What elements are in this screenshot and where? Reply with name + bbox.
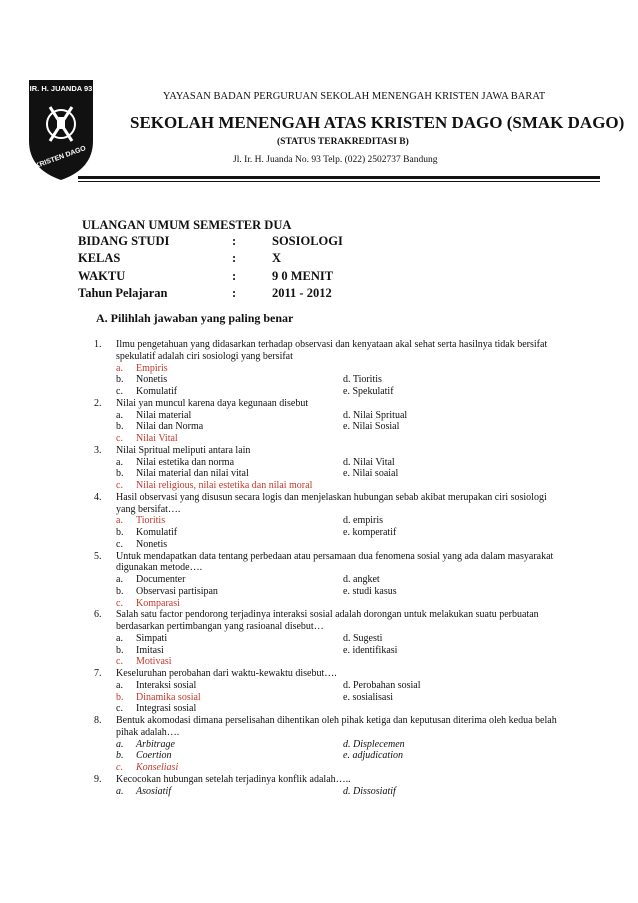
option-b: b. Nilai dan Norma [116, 421, 204, 433]
option-e: e. Nilai soaial [343, 468, 399, 480]
option-a: a. Simpati [116, 632, 168, 644]
option-c: c. Konseliasi [116, 762, 179, 773]
question-number: 2. [94, 397, 102, 409]
question-1 [94, 339, 564, 398]
info-colon: : [232, 234, 237, 248]
option-a: a. Empiris [116, 362, 168, 374]
question-number: 5. [94, 550, 102, 562]
svg-text:IR. H. JUANDA 93: IR. H. JUANDA 93 [29, 84, 93, 93]
question-stem: Bentuk akomodasi dimana perselisahan dihentikan oleh pihak ketiga dan keputusan diterima oleh kedua belah pihak adalah…. [116, 715, 557, 738]
option-b: b. Imitasi [116, 644, 164, 656]
info-colon: : [232, 268, 237, 283]
option-e: e. sosialisasi [343, 691, 393, 703]
option-e: e. Spekulatif [343, 386, 394, 397]
option-b: b. Nonetis [116, 374, 168, 386]
option-c: c. Motivasi [116, 656, 172, 668]
option-d: d. Displecemen [343, 738, 405, 750]
option-b: b. Observasi partisipan [116, 585, 218, 597]
option-c: c. Nilai religious, nilai estetika dan nilai moral [116, 480, 313, 491]
question-number: 1. [94, 339, 102, 350]
question-stem: Untuk mendapatkan data tentang perbedaan atau persamaan dua fenomena sosial yang ada dalam masyarakat digunakan metode…. [116, 550, 554, 574]
question-stem: Hasil observasi yang disusun secara logis dan menjelaskan hubungan sebab akibat merupakan ciri sosiologi yang bersifat…. [116, 491, 547, 515]
option-c: c. Nilai Vital [116, 433, 178, 444]
option-a: a. Nilai estetika dan norma [116, 456, 235, 468]
info-colon: : [232, 251, 237, 266]
section-heading: A. Pilihlah jawaban yang paling benar [96, 311, 294, 325]
question-stem: Keseluruhan perobahan dari waktu-kewaktu disebut…. [116, 668, 337, 679]
option-b: b. Dinamika sosial [116, 691, 201, 703]
question-number: 8. [94, 715, 102, 726]
info-row-year [78, 286, 478, 303]
info-key: KELAS [78, 251, 121, 266]
option-d: d. Nilai Spritual [343, 409, 408, 421]
info-key: WAKTU [78, 268, 126, 283]
header-divider-thin [78, 181, 600, 182]
option-b: b. Coertion [116, 750, 172, 762]
info-colon: : [232, 286, 237, 301]
question-number: 6. [94, 609, 102, 621]
info-key: BIDANG STUDI [78, 234, 170, 248]
option-d: d. Nilai Vital [343, 456, 395, 468]
question-7 [94, 668, 564, 715]
option-e: e. adjudication [343, 750, 403, 762]
info-value: SOSIOLOGI [272, 234, 343, 248]
option-a: a. Interaksi sosial [116, 679, 197, 691]
question-stem: Nilai Spritual meliputi antara lain [116, 444, 251, 456]
option-d: d. angket [343, 574, 380, 585]
option-a: a. Documenter [116, 574, 186, 585]
info-row-time [78, 269, 478, 286]
question-2 [94, 398, 564, 445]
option-a: a. Arbitrage [116, 738, 175, 750]
question-stem: Nilai yan muncul karena daya kegunaan disebut [116, 397, 309, 409]
option-d: d. Sugesti [343, 632, 383, 644]
question-5 [94, 551, 564, 610]
exam-title: ULANGAN UMUM SEMESTER DUA [82, 218, 292, 232]
question-number: 9. [94, 773, 102, 785]
question-stem: Ilmu pengetahuan yang didasarkan terhadap observasi dan kenyataan akal sehat serta hasilnya tidak bersifat spekulatif adalah ciri sosiologi yang bersifat [116, 339, 548, 362]
header-divider [78, 176, 600, 179]
option-d: d. Perobahan sosial [343, 679, 421, 691]
school-address: Jl. Ir. H. Juanda No. 93 Telp. (022) 2502737 Bandung [233, 155, 438, 165]
option-b: b. Komulatif [116, 527, 178, 538]
question-9 [94, 774, 564, 798]
question-6 [94, 609, 564, 668]
option-e: e. komperatif [343, 527, 397, 538]
option-d: d. Dissosiatif [343, 785, 396, 797]
option-b: b. Nilai material dan nilai vital [116, 468, 249, 480]
option-a: a. Asosiatif [116, 785, 172, 797]
foundation-name: YAYASAN BADAN PERGURUAN SEKOLAH MENENGAH KRISTEN JAWA BARAT [162, 91, 546, 102]
option-d: d. Tioritis [343, 374, 382, 386]
question-list [94, 339, 564, 797]
info-key: Tahun Pelajaran [78, 286, 168, 301]
info-value: 2011 - 2012 [272, 286, 332, 301]
option-c: c. Komparasi [116, 597, 180, 609]
info-value: 9 0 MENIT [272, 268, 334, 283]
school-name: SEKOLAH MENENGAH ATAS KRISTEN DAGO (SMAK DAGO) [130, 113, 625, 132]
option-c: c. Komulatif [116, 386, 178, 397]
option-c: c. Integrasi sosial [116, 703, 197, 715]
option-e: e. identifikasi [343, 644, 398, 656]
option-a: a. Nilai material [116, 409, 192, 421]
option-e: e. studi kasus [343, 585, 397, 597]
option-d: d. empiris [343, 515, 383, 527]
question-stem: Salah satu factor pendorong terjadinya interaksi sosial adalah dorongan untuk melakukan suatu perbuatan berdasarkan pertimbangan yang rasioanal disebut… [116, 609, 539, 632]
info-row-subject [78, 234, 478, 251]
exam-info [78, 234, 478, 304]
question-8 [94, 715, 564, 774]
svg-text:KRISTEN DAGO: KRISTEN DAGO [34, 145, 87, 171]
option-a: a. Tioritis [116, 515, 166, 527]
question-4 [94, 492, 564, 551]
question-number: 4. [94, 491, 102, 503]
question-3 [94, 445, 564, 492]
accreditation-status: (STATUS TERAKREDITASI B) [277, 137, 409, 147]
option-e: e. Nilai Sosial [343, 421, 400, 433]
info-value: X [272, 251, 282, 266]
option-c: c. Nonetis [116, 538, 168, 550]
info-row-class [78, 251, 478, 268]
question-stem: Kecocokan hubungan setelah terjadinya konflik adalah….. [116, 773, 351, 785]
question-number: 7. [94, 668, 102, 679]
question-number: 3. [94, 444, 102, 456]
